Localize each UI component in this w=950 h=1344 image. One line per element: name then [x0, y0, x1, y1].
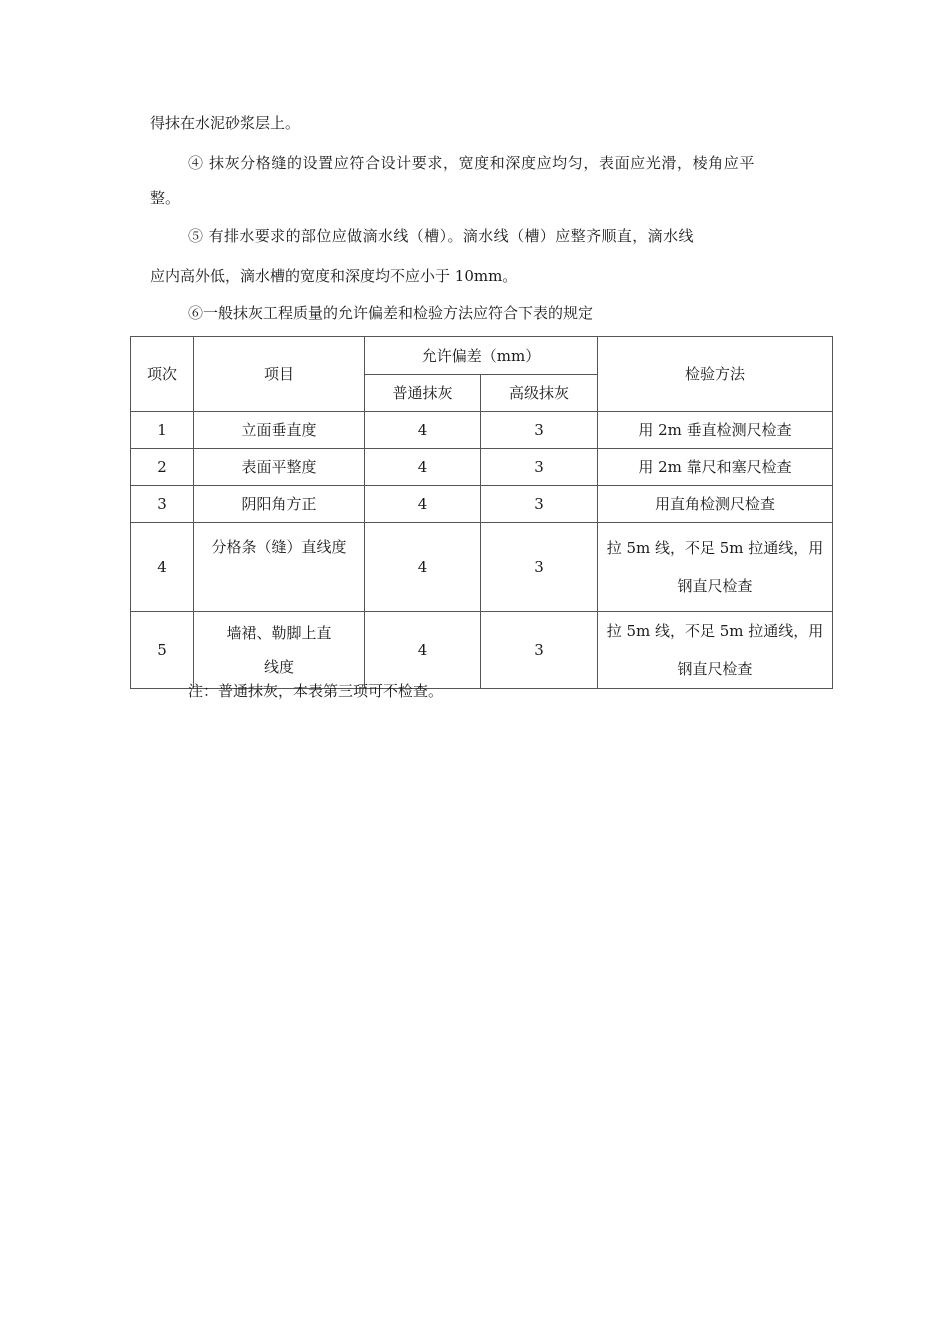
table-row — [131, 449, 833, 486]
paragraph-4-line2: 整。 — [150, 189, 181, 207]
cell-ordinary: 4 — [365, 486, 481, 523]
header-method: 检验方法 — [598, 337, 833, 412]
cell-method: 用 2m 垂直检测尺检查 — [598, 412, 833, 449]
table-row — [131, 412, 833, 449]
cell-method-line1: 拉 5m 线，不足 5m 拉通线，用 — [606, 539, 824, 557]
cell-ordinary: 4 — [365, 449, 481, 486]
table-note: 注：普通抹灰，本表第三项可不检查。 — [188, 682, 444, 700]
cell-item: 立面垂直度 — [194, 412, 365, 449]
cell-ordinary: 4 — [365, 412, 481, 449]
header-item: 项目 — [194, 337, 365, 412]
table-header-row — [131, 337, 833, 375]
cell-item-line1: 墙裙、勒脚上直 — [226, 624, 332, 642]
cell-item: 表面平整度 — [194, 449, 365, 486]
cell-method: 用 2m 靠尺和塞尺检查 — [598, 449, 833, 486]
cell-advanced: 3 — [481, 612, 598, 689]
cell-item: 阴阳角方正 — [194, 486, 365, 523]
cell-method-line1: 拉 5m 线，不足 5m 拉通线，用 — [606, 622, 824, 640]
cell-advanced: 3 — [481, 449, 598, 486]
paragraph-5-line1: ⑤ 有排水要求的部位应做滴水线（槽）。滴水线（槽）应整齐顺直，滴水线 — [188, 227, 694, 245]
table-row — [131, 523, 833, 612]
cell-method-line2: 钢直尺检查 — [677, 577, 753, 595]
cell-ordinary: 4 — [365, 523, 481, 612]
cell-no: 4 — [131, 523, 194, 612]
header-advanced: 高级抹灰 — [481, 375, 598, 412]
cell-advanced: 3 — [481, 486, 598, 523]
cell-item: 分格条（缝）直线度 — [194, 523, 365, 612]
cell-method — [598, 523, 833, 612]
cell-no: 2 — [131, 449, 194, 486]
cell-method-line2: 钢直尺检查 — [677, 660, 753, 678]
header-no: 项次 — [131, 337, 194, 412]
cell-advanced: 3 — [481, 523, 598, 612]
cell-item — [194, 612, 365, 689]
paragraph-5-line2: 应内高外低，滴水槽的宽度和深度均不应小于 10mm。 — [150, 267, 518, 285]
table-row — [131, 486, 833, 523]
tolerance-table — [130, 336, 833, 689]
header-tolerance: 允许偏差（mm） — [365, 337, 598, 375]
cell-method — [598, 612, 833, 689]
cell-no: 1 — [131, 412, 194, 449]
cell-advanced: 3 — [481, 412, 598, 449]
table-row — [131, 612, 833, 689]
paragraph-4-line1: ④ 抹灰分格缝的设置应符合设计要求，宽度和深度应均匀，表面应光滑，棱角应平 — [188, 154, 755, 172]
header-ordinary: 普通抹灰 — [365, 375, 481, 412]
cell-method: 用直角检测尺检查 — [598, 486, 833, 523]
cell-no: 5 — [131, 612, 194, 689]
paragraph-continuation: 得抹在水泥砂浆层上。 — [150, 114, 301, 132]
cell-ordinary: 4 — [365, 612, 481, 689]
paragraph-6: ⑥一般抹灰工程质量的允许偏差和检验方法应符合下表的规定 — [188, 304, 594, 322]
cell-no: 3 — [131, 486, 194, 523]
cell-item-line2: 线度 — [263, 658, 294, 676]
